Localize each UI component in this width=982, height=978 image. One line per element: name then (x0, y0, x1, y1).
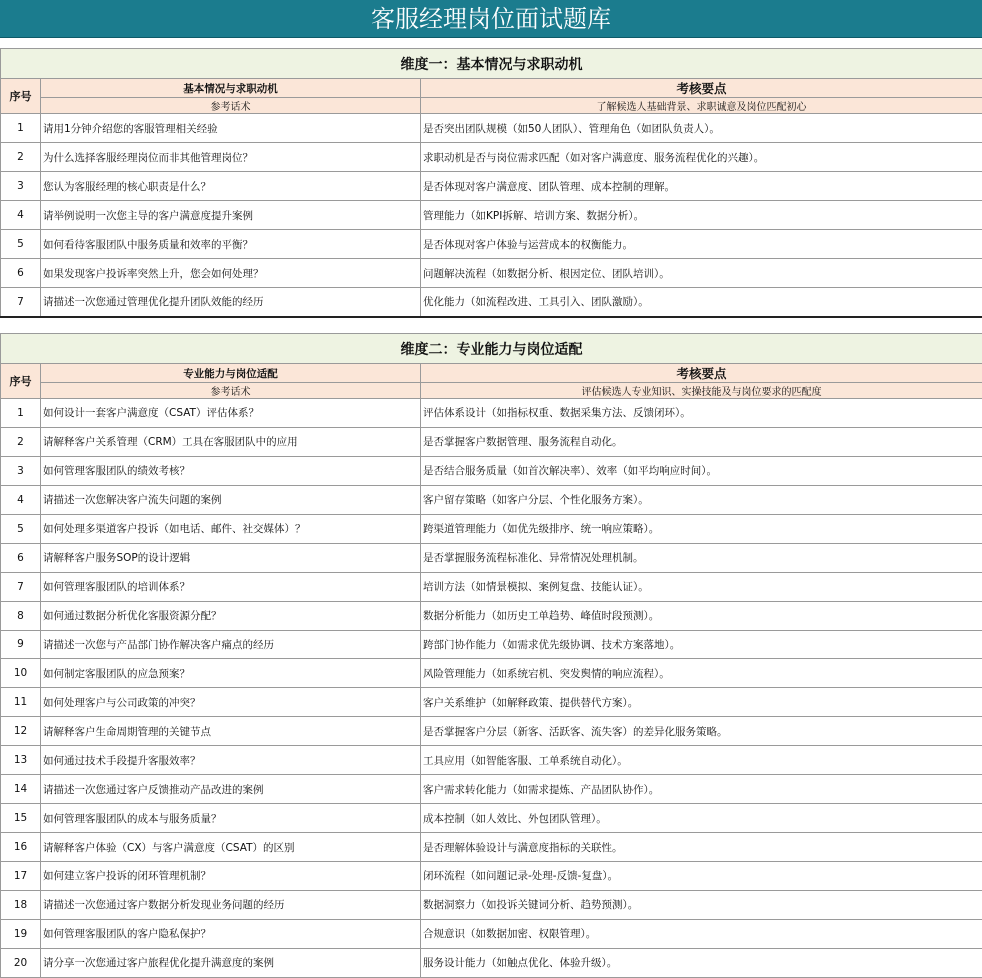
row-number[interactable]: 12 (1, 717, 41, 746)
assessment-point-cell[interactable]: 闭环流程（如问题记录-处理-反馈-复盘）。 (421, 862, 982, 891)
row-number[interactable]: 3 (1, 172, 41, 201)
assessment-point-cell[interactable]: 是否结合服务质量（如首次解决率）、效率（如平均响应时间）。 (421, 456, 982, 485)
assessment-point-cell[interactable]: 是否掌握服务流程标准化、异常情况处理机制。 (421, 543, 982, 572)
question-cell[interactable]: 请解释客户体验（CX）与客户满意度（CSAT）的区别 (41, 833, 421, 862)
col-header-points: 考核要点 (421, 79, 982, 98)
row-number[interactable]: 2 (1, 143, 41, 172)
assessment-point-cell[interactable]: 问题解决流程（如数据分析、根因定位、团队培训）。 (421, 259, 982, 288)
assessment-point-cell[interactable]: 求职动机是否与岗位需求匹配（如对客户满意度、服务流程优化的兴趣）。 (421, 143, 982, 172)
section-dimension-2 (0, 333, 982, 978)
col-subheader-goal: 评估候选人专业知识、实操技能及与岗位要求的匹配度 (421, 383, 982, 399)
assessment-point-cell[interactable]: 是否突出团队规模（如50人团队）、管理角色（如团队负责人）。 (421, 114, 982, 143)
table-row (1, 746, 982, 775)
row-number[interactable]: 14 (1, 775, 41, 804)
dimension-title: 维度一：基本情况与求职动机 (1, 49, 982, 79)
assessment-point-cell[interactable]: 优化能力（如流程改进、工具引入、团队激励）。 (421, 288, 982, 317)
assessment-point-cell[interactable]: 风险管理能力（如系统宕机、突发舆情的响应流程）。 (421, 659, 982, 688)
question-cell[interactable]: 请解释客户关系管理（CRM）工具在客服团队中的应用 (41, 427, 421, 456)
row-number[interactable]: 4 (1, 201, 41, 230)
table-row (1, 717, 982, 746)
col-header-topic: 专业能力与岗位适配 (41, 364, 421, 383)
assessment-point-cell[interactable]: 是否掌握客户分层（新客、活跃客、流失客）的差异化服务策略。 (421, 717, 982, 746)
question-cell[interactable]: 如何设计一套客户满意度（CSAT）评估体系？ (41, 399, 421, 428)
question-cell[interactable]: 请描述一次您通过客户数据分析发现业务问题的经历 (41, 890, 421, 919)
row-number[interactable]: 1 (1, 114, 41, 143)
assessment-point-cell[interactable]: 数据洞察力（如投诉关键词分析、趋势预测）。 (421, 890, 982, 919)
col-header-topic: 基本情况与求职动机 (41, 79, 421, 98)
assessment-point-cell[interactable]: 合规意识（如数据加密、权限管理）。 (421, 919, 982, 948)
table-row (1, 288, 982, 317)
row-number[interactable]: 13 (1, 746, 41, 775)
assessment-point-cell[interactable]: 工具应用（如智能客服、工单系统自动化）。 (421, 746, 982, 775)
assessment-point-cell[interactable]: 跨渠道管理能力（如优先级排序、统一响应策略）。 (421, 514, 982, 543)
assessment-point-cell[interactable]: 客户关系维护（如解释政策、提供替代方案）。 (421, 688, 982, 717)
table-row (1, 114, 982, 143)
table-row (1, 601, 982, 630)
col-subheader-goal: 了解候选人基础背景、求职诚意及岗位匹配初心 (421, 98, 982, 114)
question-cell[interactable]: 请描述一次您通过管理优化提升团队效能的经历 (41, 288, 421, 317)
table-row (1, 572, 982, 601)
seq-header: 序号 (1, 364, 41, 399)
question-cell[interactable]: 请举例说明一次您主导的客户满意度提升案例 (41, 201, 421, 230)
table-row (1, 948, 982, 977)
question-cell[interactable]: 请解释客户服务SOP的设计逻辑 (41, 543, 421, 572)
question-cell[interactable]: 如何建立客户投诉的闭环管理机制？ (41, 862, 421, 891)
assessment-point-cell[interactable]: 数据分析能力（如历史工单趋势、峰值时段预测）。 (421, 601, 982, 630)
page-title: 客服经理岗位面试题库 (0, 0, 982, 38)
assessment-point-cell[interactable]: 是否体现对客户满意度、团队管理、成本控制的理解。 (421, 172, 982, 201)
row-number[interactable]: 19 (1, 919, 41, 948)
row-number[interactable]: 20 (1, 948, 41, 977)
table-row (1, 259, 982, 288)
assessment-point-cell[interactable]: 培训方法（如情景模拟、案例复盘、技能认证）。 (421, 572, 982, 601)
col-subheader-script: 参考话术 (41, 98, 421, 114)
row-number[interactable]: 4 (1, 485, 41, 514)
row-number[interactable]: 5 (1, 230, 41, 259)
question-cell[interactable]: 请描述一次您解决客户流失问题的案例 (41, 485, 421, 514)
assessment-point-cell[interactable]: 服务设计能力（如触点优化、体验升级）。 (421, 948, 982, 977)
row-number[interactable]: 6 (1, 543, 41, 572)
table-row (1, 399, 982, 428)
row-number[interactable]: 8 (1, 601, 41, 630)
row-number[interactable]: 11 (1, 688, 41, 717)
table-row (1, 659, 982, 688)
assessment-point-cell[interactable]: 跨部门协作能力（如需求优先级协调、技术方案落地）。 (421, 630, 982, 659)
assessment-point-cell[interactable]: 是否体现对客户体验与运营成本的权衡能力。 (421, 230, 982, 259)
table-row (1, 630, 982, 659)
row-number[interactable]: 2 (1, 427, 41, 456)
question-cell[interactable]: 如何管理客服团队的培训体系？ (41, 572, 421, 601)
table-row (1, 172, 982, 201)
question-cell[interactable]: 如何制定客服团队的应急预案？ (41, 659, 421, 688)
row-number[interactable]: 16 (1, 833, 41, 862)
table-row (1, 427, 982, 456)
question-cell[interactable]: 请用1分钟介绍您的客服管理相关经验 (41, 114, 421, 143)
assessment-point-cell[interactable]: 客户留存策略（如客户分层、个性化服务方案）。 (421, 485, 982, 514)
assessment-point-cell[interactable]: 评估体系设计（如指标权重、数据采集方法、反馈闭环）。 (421, 399, 982, 428)
question-cell[interactable]: 如何管理客服团队的成本与服务质量？ (41, 804, 421, 833)
table-row (1, 804, 982, 833)
table-row (1, 485, 982, 514)
assessment-point-cell[interactable]: 管理能力（如KPI拆解、培训方案、数据分析）。 (421, 201, 982, 230)
question-cell[interactable]: 如何处理多渠道客户投诉（如电话、邮件、社交媒体）？ (41, 514, 421, 543)
table-row (1, 143, 982, 172)
assessment-point-cell[interactable]: 是否掌握客户数据管理、服务流程自动化。 (421, 427, 982, 456)
col-header-points: 考核要点 (421, 364, 982, 383)
col-subheader-script: 参考话术 (41, 383, 421, 399)
row-number[interactable]: 18 (1, 890, 41, 919)
table-row (1, 833, 982, 862)
assessment-point-cell[interactable]: 成本控制（如人效比、外包团队管理）。 (421, 804, 982, 833)
question-cell[interactable]: 请解释客户生命周期管理的关键节点 (41, 717, 421, 746)
question-cell[interactable]: 如何处理客户与公司政策的冲突？ (41, 688, 421, 717)
question-cell[interactable]: 如何管理客服团队的客户隐私保护？ (41, 919, 421, 948)
row-number[interactable]: 7 (1, 288, 41, 317)
assessment-point-cell[interactable]: 客户需求转化能力（如需求提炼、产品团队协作）。 (421, 775, 982, 804)
question-cell[interactable]: 如何通过技术手段提升客服效率？ (41, 746, 421, 775)
question-cell[interactable]: 请描述一次您通过客户反馈推动产品改进的案例 (41, 775, 421, 804)
question-cell[interactable]: 如何管理客服团队的绩效考核？ (41, 456, 421, 485)
table-row (1, 514, 982, 543)
assessment-point-cell[interactable]: 是否理解体验设计与满意度指标的关联性。 (421, 833, 982, 862)
question-cell[interactable]: 如何看待客服团队中服务质量和效率的平衡？ (41, 230, 421, 259)
table-row (1, 688, 982, 717)
row-number[interactable]: 7 (1, 572, 41, 601)
table-row (1, 456, 982, 485)
row-number[interactable]: 3 (1, 456, 41, 485)
row-number[interactable]: 1 (1, 399, 41, 428)
dimension-title: 维度二：专业能力与岗位适配 (1, 334, 982, 364)
table-row (1, 201, 982, 230)
question-cell[interactable]: 请分享一次您通过客户旅程优化提升满意度的案例 (41, 948, 421, 977)
table-row (1, 543, 982, 572)
row-number[interactable]: 5 (1, 514, 41, 543)
section-dimension-1 (0, 48, 982, 318)
question-cell[interactable]: 如何通过数据分析优化客服资源分配？ (41, 601, 421, 630)
table-row (1, 230, 982, 259)
question-cell[interactable]: 为什么选择客服经理岗位而非其他管理岗位？ (41, 143, 421, 172)
table-row (1, 775, 982, 804)
seq-header: 序号 (1, 79, 41, 114)
row-number[interactable]: 10 (1, 659, 41, 688)
row-number[interactable]: 9 (1, 630, 41, 659)
row-number[interactable]: 6 (1, 259, 41, 288)
row-number[interactable]: 15 (1, 804, 41, 833)
row-number[interactable]: 17 (1, 862, 41, 891)
table-row (1, 919, 982, 948)
question-cell[interactable]: 请描述一次您与产品部门协作解决客户痛点的经历 (41, 630, 421, 659)
question-cell[interactable]: 您认为客服经理的核心职责是什么？ (41, 172, 421, 201)
table-row (1, 890, 982, 919)
table-row (1, 862, 982, 891)
question-cell[interactable]: 如果发现客户投诉率突然上升，您会如何处理？ (41, 259, 421, 288)
